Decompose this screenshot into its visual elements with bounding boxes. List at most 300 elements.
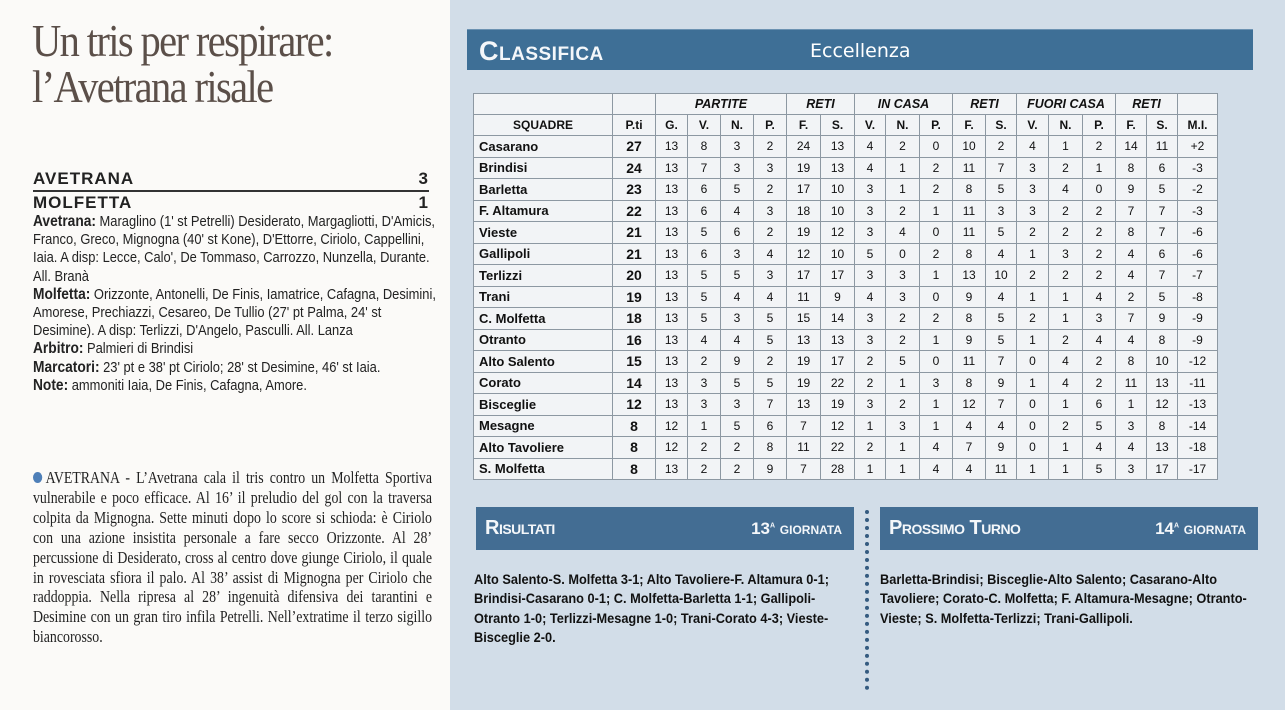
stat-cell: 2 — [920, 157, 953, 179]
stat-cell: 13 — [656, 329, 688, 351]
stat-cell: 1 — [1083, 157, 1116, 179]
bullet-dot-icon — [33, 472, 42, 483]
team-name: Vieste — [474, 222, 613, 244]
stat-cell: 2 — [920, 179, 953, 201]
stat-cell: 3 — [721, 136, 754, 158]
column-header: V. — [1017, 115, 1049, 136]
stat-cell: 17 — [821, 265, 855, 287]
stat-cell: -17 — [1178, 458, 1218, 480]
stat-cell: 0 — [1017, 394, 1049, 416]
column-header: SQUADRE — [474, 115, 613, 136]
stat-cell: 7 — [1147, 265, 1178, 287]
team-name: Terlizzi — [474, 265, 613, 287]
stat-cell: 4 — [1083, 286, 1116, 308]
stat-cell: 1 — [886, 372, 920, 394]
stat-cell: 8 — [754, 437, 787, 459]
stat-cell: 3 — [986, 200, 1017, 222]
stat-cell: 6 — [754, 415, 787, 437]
team-name: Bisceglie — [474, 394, 613, 416]
stat-cell: 1 — [1017, 243, 1049, 265]
column-header: F. — [787, 115, 821, 136]
stat-cell: 4 — [886, 222, 920, 244]
stat-cell: 2 — [1049, 157, 1083, 179]
stat-cell: 17 — [821, 351, 855, 373]
stat-cell: 4 — [855, 286, 886, 308]
stat-cell: 2 — [721, 458, 754, 480]
stat-cell: 19 — [787, 157, 821, 179]
stat-cell: 4 — [1017, 136, 1049, 158]
stat-cell: 12 — [656, 437, 688, 459]
stat-cell: 10 — [821, 179, 855, 201]
stat-cell: 13 — [656, 157, 688, 179]
stat-cell: 5 — [721, 179, 754, 201]
stat-cell: 3 — [721, 243, 754, 265]
lineup-molfetta: Molfetta: Orizzonte, Antonelli, De Finis, Iamatrice, Cafagna, Desimini, Amorese, Prechiazzi, Cesareo, De Tullio (27' pt Palma, 24' st Desimine). A disp: Terlizzi, D'Angelo, Pasculli. All. Lanza — [33, 285, 436, 340]
stat-cell: 3 — [855, 329, 886, 351]
stat-cell: 1 — [920, 200, 953, 222]
panel-title: Classifica — [479, 36, 604, 66]
stat-cell: 7 — [1116, 308, 1147, 330]
stat-cell: 1 — [886, 179, 920, 201]
stat-cell: 4 — [1116, 329, 1147, 351]
stat-cell: 6 — [721, 222, 754, 244]
stat-cell: 0 — [920, 286, 953, 308]
stat-cell: 10 — [1147, 351, 1178, 373]
stat-cell: 2 — [1083, 351, 1116, 373]
stat-cell: 2 — [920, 308, 953, 330]
stat-cell: 3 — [1116, 415, 1147, 437]
team-name: F. Altamura — [474, 200, 613, 222]
stat-cell: 2 — [1083, 136, 1116, 158]
column-header: S. — [986, 115, 1017, 136]
group-header: FUORI CASA — [1017, 94, 1116, 115]
stat-cell: -6 — [1178, 222, 1218, 244]
stat-cell: 4 — [855, 136, 886, 158]
stat-cell: 4 — [1083, 329, 1116, 351]
stat-cell: 4 — [1116, 265, 1147, 287]
group-blank — [1178, 94, 1218, 115]
stat-cell: 2 — [1083, 243, 1116, 265]
stat-cell: 3 — [1049, 243, 1083, 265]
results-banner — [476, 507, 854, 550]
stat-cell: 4 — [754, 286, 787, 308]
stat-cell: 5 — [754, 372, 787, 394]
table-row — [474, 286, 1218, 308]
stat-cell: 12 — [953, 394, 986, 416]
stat-cell: 13 — [656, 372, 688, 394]
stat-cell: 13 — [656, 458, 688, 480]
stat-cell: 4 — [920, 437, 953, 459]
stat-cell: 3 — [855, 394, 886, 416]
stat-cell: 2 — [1116, 286, 1147, 308]
match-article — [0, 0, 450, 710]
stat-cell: -7 — [1178, 265, 1218, 287]
stat-cell: 13 — [821, 157, 855, 179]
stat-cell: 0 — [1017, 351, 1049, 373]
stat-cell: 5 — [688, 308, 721, 330]
team-points: 8 — [613, 458, 656, 480]
home-team-score: 3 — [418, 169, 429, 188]
away-team-score: 1 — [418, 193, 429, 212]
team-points: 8 — [613, 415, 656, 437]
stat-cell: 2 — [886, 200, 920, 222]
table-row — [474, 394, 1218, 416]
stat-cell: 13 — [821, 136, 855, 158]
stat-cell: 2 — [688, 458, 721, 480]
column-header: N. — [721, 115, 754, 136]
stat-cell: 1 — [886, 458, 920, 480]
column-header: V. — [855, 115, 886, 136]
stat-cell: 14 — [821, 308, 855, 330]
column-header: P. — [754, 115, 787, 136]
stat-cell: 3 — [855, 179, 886, 201]
stat-cell: 3 — [1017, 157, 1049, 179]
stat-cell: 2 — [721, 437, 754, 459]
team-name: Otranto — [474, 329, 613, 351]
stat-cell: 7 — [787, 458, 821, 480]
stat-cell: 6 — [1083, 394, 1116, 416]
stat-cell: 2 — [1049, 329, 1083, 351]
score-divider — [33, 190, 429, 192]
stat-cell: 5 — [1083, 415, 1116, 437]
stat-cell: 12 — [821, 415, 855, 437]
team-name: Gallipoli — [474, 243, 613, 265]
stat-cell: 2 — [1049, 200, 1083, 222]
stat-cell: 19 — [821, 394, 855, 416]
stat-cell: 17 — [1147, 458, 1178, 480]
stat-cell: 8 — [953, 372, 986, 394]
stat-cell: 1 — [920, 394, 953, 416]
next-round-list: Barletta-Brindisi; Bisceglie-Alto Salento; Casarano-Alto Tavoliere; Corato-C. Molfetta; F. Altamura-Mesagne; Otranto-Vieste; S. Molfetta-Terlizzi; Trani-Gallipoli. — [880, 572, 1247, 627]
table-row — [474, 179, 1218, 201]
stat-cell: 1 — [855, 458, 886, 480]
team-name: Trani — [474, 286, 613, 308]
team-name: Casarano — [474, 136, 613, 158]
stat-cell: 2 — [754, 222, 787, 244]
stat-cell: 2 — [855, 372, 886, 394]
stat-cell: 5 — [721, 372, 754, 394]
stat-cell: 9 — [986, 437, 1017, 459]
column-header: F. — [953, 115, 986, 136]
stat-cell: 3 — [688, 394, 721, 416]
stat-cell: 19 — [787, 372, 821, 394]
stat-cell: 5 — [688, 286, 721, 308]
stat-cell: 6 — [1147, 157, 1178, 179]
stat-cell: -6 — [1178, 243, 1218, 265]
stat-cell: 3 — [1017, 179, 1049, 201]
stat-cell: 5 — [1147, 179, 1178, 201]
stat-cell: 1 — [920, 329, 953, 351]
stat-cell: 6 — [688, 200, 721, 222]
stat-cell: 14 — [1116, 136, 1147, 158]
stat-cell: 4 — [1049, 351, 1083, 373]
stat-cell: 8 — [1116, 222, 1147, 244]
stat-cell: 7 — [986, 157, 1017, 179]
stat-cell: 7 — [754, 394, 787, 416]
stat-cell: 4 — [1116, 437, 1147, 459]
stat-cell: 11 — [986, 458, 1017, 480]
team-name: C. Molfetta — [474, 308, 613, 330]
results-list: Alto Salento-S. Molfetta 3-1; Alto Tavoliere-F. Altamura 0-1; Brindisi-Casarano 0-1; C. Molfetta-Barletta 1-1; Gallipoli-Otranto 1-0; Terlizzi-Mesagne 1-0; Trani-Corato 4-3; Vieste-Bisceglie 2-0. — [474, 572, 829, 646]
stat-cell: 8 — [1147, 329, 1178, 351]
stat-cell: 2 — [855, 351, 886, 373]
table-row — [474, 415, 1218, 437]
stat-cell: 4 — [721, 286, 754, 308]
stat-cell: 2 — [1049, 265, 1083, 287]
stat-cell: 4 — [721, 329, 754, 351]
stat-cell: 4 — [855, 157, 886, 179]
stat-cell: 5 — [986, 329, 1017, 351]
stat-cell: 5 — [986, 179, 1017, 201]
stat-cell: 4 — [953, 458, 986, 480]
team-points: 21 — [613, 243, 656, 265]
team-points: 23 — [613, 179, 656, 201]
stat-cell: 13 — [656, 200, 688, 222]
stat-cell: 9 — [953, 329, 986, 351]
stat-cell: 10 — [953, 136, 986, 158]
column-header: F. — [1116, 115, 1147, 136]
stat-cell: 3 — [855, 222, 886, 244]
stat-cell: 11 — [1147, 136, 1178, 158]
stat-cell: 13 — [656, 136, 688, 158]
stat-cell: 5 — [1147, 286, 1178, 308]
table-row — [474, 458, 1218, 480]
stat-cell: -14 — [1178, 415, 1218, 437]
team-points: 22 — [613, 200, 656, 222]
stat-cell: 9 — [754, 458, 787, 480]
group-header: PARTITE — [656, 94, 787, 115]
stat-cell: 5 — [754, 329, 787, 351]
stat-cell: 9 — [1147, 308, 1178, 330]
headline-line-2: l’Avetrana risale — [32, 62, 273, 112]
home-team-name: AVETRANA — [33, 169, 135, 188]
league-category: Eccellenza — [810, 40, 911, 62]
stat-cell: 2 — [855, 437, 886, 459]
next-round-banner — [880, 507, 1258, 550]
stat-cell: 13 — [656, 265, 688, 287]
stat-cell: 3 — [688, 372, 721, 394]
stat-cell: 2 — [688, 351, 721, 373]
column-header: P. — [920, 115, 953, 136]
stat-cell: 1 — [1049, 286, 1083, 308]
stat-cell: 7 — [1116, 200, 1147, 222]
stat-cell: 4 — [688, 329, 721, 351]
team-name: Corato — [474, 372, 613, 394]
table-row — [474, 265, 1218, 287]
stat-cell: 1 — [1017, 458, 1049, 480]
column-header: N. — [886, 115, 920, 136]
team-points: 24 — [613, 157, 656, 179]
stat-cell: 5 — [1083, 458, 1116, 480]
stat-cell: 7 — [986, 351, 1017, 373]
stat-cell: 2 — [886, 394, 920, 416]
table-row — [474, 136, 1218, 158]
stat-cell: 11 — [953, 351, 986, 373]
stat-cell: 4 — [920, 458, 953, 480]
column-header: S. — [1147, 115, 1178, 136]
stat-cell: 2 — [1049, 415, 1083, 437]
stat-cell: 0 — [1017, 415, 1049, 437]
stat-cell: 4 — [754, 243, 787, 265]
stat-cell: -12 — [1178, 351, 1218, 373]
stat-cell: 2 — [1017, 265, 1049, 287]
stat-cell: 1 — [1049, 437, 1083, 459]
stat-cell: 4 — [1116, 243, 1147, 265]
results-round: 13$^a$ giornata — [751, 519, 842, 538]
team-name: Barletta — [474, 179, 613, 201]
stat-cell: 24 — [787, 136, 821, 158]
stat-cell: 28 — [821, 458, 855, 480]
standings-table — [473, 93, 1218, 480]
stat-cell: 5 — [688, 265, 721, 287]
stat-cell: 0 — [886, 243, 920, 265]
stat-cell: 9 — [1116, 179, 1147, 201]
stat-cell: 3 — [721, 157, 754, 179]
stat-cell: 2 — [986, 136, 1017, 158]
stat-cell: 8 — [953, 243, 986, 265]
stat-cell: 0 — [1017, 437, 1049, 459]
team-name: S. Molfetta — [474, 458, 613, 480]
stat-cell: 10 — [821, 200, 855, 222]
stat-cell: 5 — [721, 415, 754, 437]
team-name: Brindisi — [474, 157, 613, 179]
away-team-name: MOLFETTA — [33, 193, 133, 212]
stat-cell: 6 — [688, 179, 721, 201]
stat-cell: -13 — [1178, 394, 1218, 416]
stat-cell: 2 — [920, 243, 953, 265]
notes: Note: ammoniti Iaia, De Finis, Cafagna, Amore. — [33, 376, 307, 394]
stat-cell: 8 — [1116, 157, 1147, 179]
stat-cell: 9 — [953, 286, 986, 308]
stat-cell: 4 — [986, 415, 1017, 437]
group-blank — [474, 94, 613, 115]
match-details — [33, 213, 446, 395]
stat-cell: -9 — [1178, 329, 1218, 351]
column-header: G. — [656, 115, 688, 136]
team-points: 15 — [613, 351, 656, 373]
stat-cell: 5 — [721, 265, 754, 287]
stat-cell: 4 — [1049, 179, 1083, 201]
headline-line-1: Un tris per respirare: — [32, 16, 333, 66]
stat-cell: 9 — [821, 286, 855, 308]
stat-cell: 9 — [721, 351, 754, 373]
team-points: 21 — [613, 222, 656, 244]
column-header: P. — [1083, 115, 1116, 136]
team-points: 18 — [613, 308, 656, 330]
stat-cell: 2 — [1083, 222, 1116, 244]
stat-cell: 5 — [855, 243, 886, 265]
scorers: Marcatori: 23' pt e 38' pt Ciriolo; 28' st Desimine, 46' st Iaia. — [33, 358, 381, 376]
stat-cell: +2 — [1178, 136, 1218, 158]
stat-cell: 1 — [920, 415, 953, 437]
stat-cell: 4 — [986, 243, 1017, 265]
stat-cell: 1 — [688, 415, 721, 437]
standings-body — [474, 136, 1218, 480]
column-header-row — [474, 115, 1218, 136]
stat-cell: 17 — [787, 179, 821, 201]
stat-cell: 0 — [1083, 179, 1116, 201]
stat-cell: 1 — [1017, 286, 1049, 308]
stat-cell: 7 — [1147, 200, 1178, 222]
stat-cell: 2 — [688, 437, 721, 459]
table-row — [474, 157, 1218, 179]
stat-cell: 1 — [1116, 394, 1147, 416]
table-row — [474, 222, 1218, 244]
stat-cell: 2 — [1049, 222, 1083, 244]
stat-cell: 1 — [1049, 308, 1083, 330]
column-header: V. — [688, 115, 721, 136]
stat-cell: 13 — [656, 286, 688, 308]
stat-cell: 1 — [1049, 394, 1083, 416]
table-row — [474, 200, 1218, 222]
stat-cell: 12 — [656, 415, 688, 437]
stat-cell: 2 — [886, 308, 920, 330]
stat-cell: -8 — [1178, 286, 1218, 308]
stat-cell: 10 — [986, 265, 1017, 287]
group-header: RETI — [1116, 94, 1178, 115]
stat-cell: 13 — [821, 329, 855, 351]
stat-cell: 8 — [953, 308, 986, 330]
stat-cell: 22 — [821, 437, 855, 459]
stat-cell: 13 — [787, 394, 821, 416]
stat-cell: 2 — [886, 329, 920, 351]
stat-cell: 3 — [754, 200, 787, 222]
column-header: S. — [821, 115, 855, 136]
stat-cell: 3 — [1017, 200, 1049, 222]
next-round-title: Prossimo Turno — [889, 517, 1021, 539]
next-round-number: 14$^a$ giornata — [1155, 519, 1246, 538]
referee: Arbitro: Palmieri di Brindisi — [33, 340, 194, 358]
stat-cell: 19 — [787, 222, 821, 244]
stat-cell: 13 — [656, 394, 688, 416]
stat-cell: 1 — [1049, 136, 1083, 158]
stat-cell: 3 — [855, 308, 886, 330]
stat-cell: 0 — [920, 222, 953, 244]
stat-cell: 4 — [953, 415, 986, 437]
stat-cell: -11 — [1178, 372, 1218, 394]
stat-cell: 4 — [986, 286, 1017, 308]
stat-cell: 3 — [721, 308, 754, 330]
standings-panel — [450, 0, 1285, 710]
stat-cell: 11 — [787, 437, 821, 459]
article-body: AVETRANA - L’Avetrana cala il tris contro un Molfetta Sportiva vulnerabile e poco efficace. Al 16’ il preludio del gol con la traversa colpita da Mignogna. Sette minuti dopo lo score si schioda: è Ciriolo con una azione insistita personale a fare secco Orizzonte. Al 28’ percussione di Desiderato, cross al centro dove giunge Ciriolo, il quale in rovesciata sfiora il palo. Al 38’ assist di Mignogna per Ciriolo che raddoppia. Nella ripresa al 28’ ingenuità difensiva dei tarantini e Desimine con un gran tiro infila Petrelli. Nell’extratime il terzo sigillo biancorosso. — [33, 468, 432, 647]
stat-cell: 18 — [787, 200, 821, 222]
stat-cell: 8 — [1147, 415, 1178, 437]
stat-cell: 12 — [1147, 394, 1178, 416]
team-points: 8 — [613, 437, 656, 459]
stat-cell: 17 — [787, 265, 821, 287]
team-points: 27 — [613, 136, 656, 158]
stat-cell: 13 — [787, 329, 821, 351]
stat-cell: 7 — [787, 415, 821, 437]
stat-cell: 3 — [1116, 458, 1147, 480]
table-row — [474, 329, 1218, 351]
stat-cell: 12 — [787, 243, 821, 265]
stat-cell: 8 — [1116, 351, 1147, 373]
team-points: 12 — [613, 394, 656, 416]
table-row — [474, 372, 1218, 394]
group-header-row — [474, 94, 1218, 115]
stat-cell: 15 — [787, 308, 821, 330]
stat-cell: 2 — [886, 136, 920, 158]
stat-cell: 2 — [1083, 265, 1116, 287]
results-title: Risultati — [485, 517, 555, 539]
stat-cell: 13 — [1147, 372, 1178, 394]
team-name: Alto Salento — [474, 351, 613, 373]
stat-cell: 6 — [1147, 243, 1178, 265]
stat-cell: 7 — [688, 157, 721, 179]
stat-cell: -3 — [1178, 200, 1218, 222]
